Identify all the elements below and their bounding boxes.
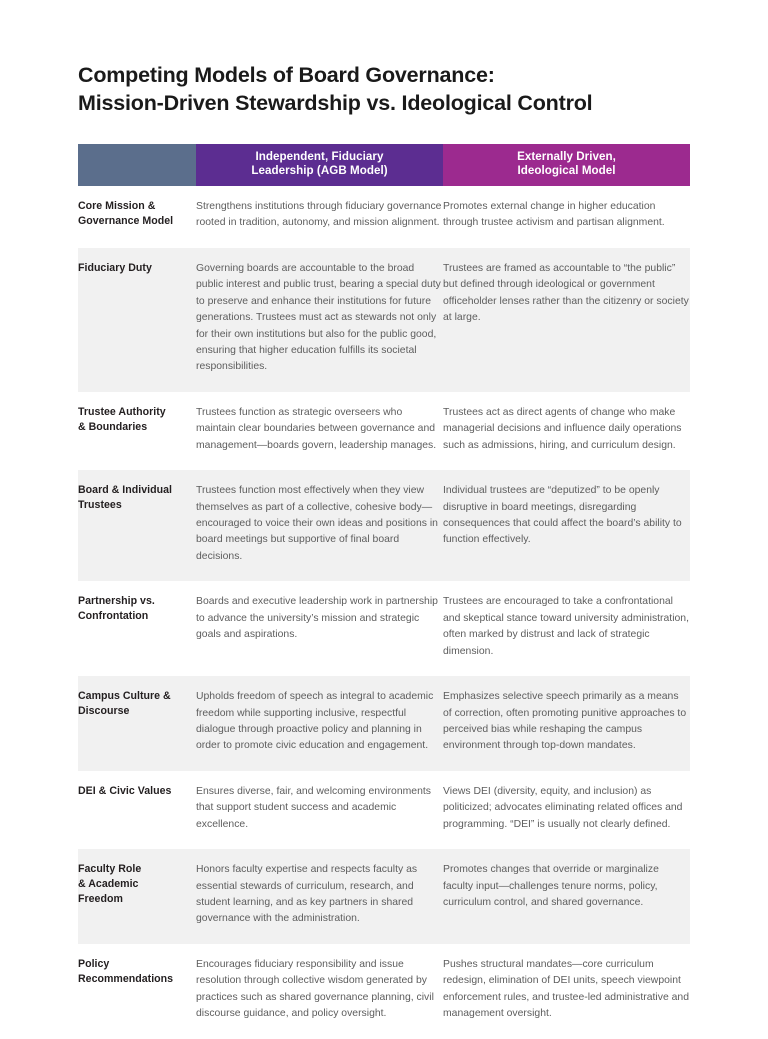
- cell-model-a-text: Encourages fiduciary responsibility and issue resolution through collective wisdom generated by practices such as shared governance planning, civil discourse guidance, and policy oversight.: [196, 958, 434, 1020]
- cell-model-b-text: Pushes structural mandates—core curriculum redesign, elimination of DEI units, speech viewpoint enforcement rules, and trustee-led administrative and management oversight.: [443, 958, 689, 1020]
- row-label-line: Recommendations: [78, 972, 174, 985]
- table-row: [78, 771, 690, 849]
- document-content: [78, 62, 690, 1039]
- row-label-cell: [78, 849, 196, 944]
- cell-model-b-text: Promotes changes that override or marginalize faculty input—challenges tenure norms, policy, curriculum control, and shared governance.: [443, 864, 659, 908]
- table-row: [78, 581, 690, 676]
- row-label-cell: [78, 771, 196, 849]
- cell-model-a: [196, 470, 443, 581]
- table-body: [78, 186, 690, 1039]
- cell-model-a: [196, 392, 443, 470]
- cell-model-a: [196, 248, 443, 392]
- table-row: [78, 248, 690, 392]
- row-label-cell: [78, 392, 196, 470]
- row-label-cell: [78, 944, 196, 1039]
- row-label-cell: [78, 581, 196, 676]
- cell-model-b-text: Individual trustees are “deputized” to be openly disruptive in board meetings, disregarding consequences that could affect the board’s ability to function effectively.: [443, 485, 682, 546]
- header-model-b: [443, 144, 690, 186]
- table-row: [78, 849, 690, 944]
- cell-model-b-text: Emphasizes selective speech primarily as a means of correction, often promoting punitive approaches to perceived bias while reshaping the campus environment through top-down mandates.: [443, 691, 687, 752]
- cell-model-b: [443, 248, 690, 392]
- header-cell-model-a: [196, 144, 443, 186]
- header-cell-model-b: [443, 144, 690, 186]
- table-row: [78, 470, 690, 581]
- header-cell-label-column: [78, 144, 196, 186]
- cell-model-b-text: Trustees act as direct agents of change who make managerial decisions and influence daily operations such as admissions, hiring, and curriculum design.: [443, 406, 682, 451]
- header-model-a-line-1: Independent, Fiduciary: [255, 149, 384, 163]
- row-label-line: Board & Individual: [78, 484, 172, 497]
- header-model-a-line-2: Leadership (AGB Model): [251, 164, 388, 178]
- cell-model-a: [196, 581, 443, 676]
- row-label-line: & Academic: [78, 878, 139, 891]
- row-label-line: Freedom: [78, 893, 123, 906]
- cell-model-b: [443, 581, 690, 676]
- header-model-b-line-2: Ideological Model: [517, 164, 616, 178]
- row-label-line: Governance Model: [78, 214, 174, 227]
- cell-model-b: [443, 944, 690, 1039]
- cell-model-a-text: Upholds freedom of speech as integral to academic freedom while supporting inclusive, respectful dialogue through proactive policy and planning in order to promote civic education and engagement.: [196, 691, 434, 752]
- table-header: [78, 144, 690, 186]
- table-header-row: [78, 144, 690, 186]
- cell-model-b: [443, 676, 690, 771]
- cell-model-b-text: Promotes external change in higher education through trustee activism and partisan alignment.: [443, 200, 665, 229]
- cell-model-b: [443, 849, 690, 944]
- row-label-cell: [78, 186, 196, 248]
- row-label-line: & Boundaries: [78, 420, 148, 433]
- cell-model-b: [443, 470, 690, 581]
- cell-model-a: [196, 849, 443, 944]
- cell-model-a: [196, 186, 443, 248]
- row-label-line: Fiduciary Duty: [78, 261, 152, 274]
- row-label-line: Confrontation: [78, 610, 149, 623]
- cell-model-a-text: Strengthens institutions through fiduciary governance rooted in tradition, autonomy, and mission alignment.: [196, 200, 442, 229]
- table-row: [78, 676, 690, 771]
- cell-model-b-text: Trustees are encouraged to take a confrontational and skeptical stance toward university administration, often marked by distrust and lack of strategic dimension.: [443, 596, 689, 657]
- cell-model-b: [443, 186, 690, 248]
- page-title-line-2: Mission-Driven Stewardship vs. Ideological Control: [78, 90, 593, 115]
- row-label-cell: [78, 676, 196, 771]
- cell-model-b: [443, 771, 690, 849]
- cell-model-b-text: Trustees are framed as accountable to “the public” but defined through ideological or government officeholder lenses rather than the citizenry or society at large.: [443, 262, 689, 324]
- cell-model-a-text: Trustees function as strategic overseers who maintain clear boundaries between governance and management—boards govern, leadership manages.: [196, 406, 437, 451]
- cell-model-a: [196, 676, 443, 771]
- row-label-line: Partnership vs.: [78, 595, 155, 608]
- header-model-b-line-1: Externally Driven,: [517, 149, 616, 163]
- cell-model-a-text: Ensures diverse, fair, and welcoming environments that support student success and academic excellence.: [196, 785, 431, 830]
- row-label-line: Faculty Role: [78, 863, 142, 876]
- table-row: [78, 186, 690, 248]
- cell-model-a-text: Governing boards are accountable to the broad public interest and public trust, bearing a special duty to preserve and enhance their institutions for future generations. Trustees must act as stewards not only for their own institutions but also for the public good, ensuring that higher education fulfills its societal responsibilities.: [196, 262, 441, 373]
- page-title: [78, 62, 690, 118]
- cell-model-b-text: Views DEI (diversity, equity, and inclusion) as politicized; advocates eliminating related offices and programming. “DEI” is usually not clearly defined.: [443, 785, 683, 830]
- row-label-line: Discourse: [78, 705, 130, 718]
- table-row: [78, 944, 690, 1039]
- header-blank-swatch: [78, 144, 196, 186]
- governance-comparison-table: [78, 144, 690, 1039]
- cell-model-a-text: Trustees function most effectively when they view themselves as part of a collective, cohesive body—encouraged to voice their own ideas and positions in board meetings but supportive of final board decisions.: [196, 485, 438, 562]
- row-label-cell: [78, 248, 196, 392]
- row-label-cell: [78, 470, 196, 581]
- row-label-line: Trustees: [78, 499, 122, 512]
- cell-model-a-text: Honors faculty expertise and respects faculty as essential stewards of curriculum, research, and student learning, and as key partners in shared governance with the administration.: [196, 864, 418, 925]
- row-label-line: Trustee Authority: [78, 405, 166, 418]
- row-label-line: Policy: [78, 957, 110, 970]
- row-label-line: Core Mission &: [78, 199, 156, 212]
- table-row: [78, 392, 690, 470]
- cell-model-a-text: Boards and executive leadership work in partnership to advance the university’s mission and strategic goals and aspirations.: [196, 596, 438, 641]
- page-title-line-1: Competing Models of Board Governance:: [78, 63, 495, 87]
- header-model-a: [196, 144, 443, 186]
- cell-model-a: [196, 771, 443, 849]
- row-label-line: DEI & Civic Values: [78, 784, 172, 797]
- cell-model-b: [443, 392, 690, 470]
- row-label-line: Campus Culture &: [78, 690, 171, 703]
- cell-model-a: [196, 944, 443, 1039]
